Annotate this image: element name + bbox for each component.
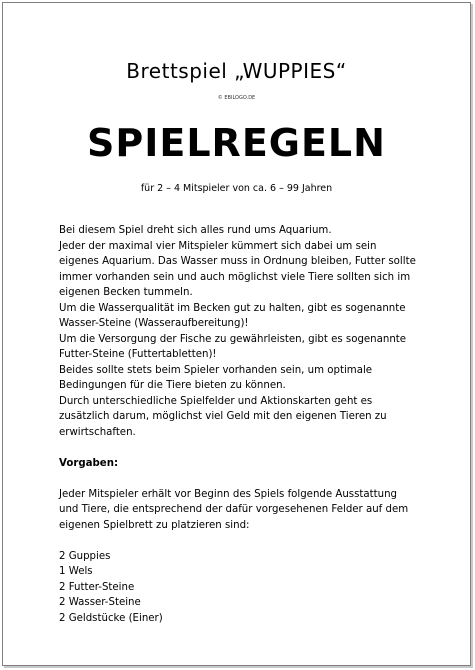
player-info: für 2 – 4 Mitspieler von ca. 6 – 99 Jahren xyxy=(140,183,333,194)
intro-line: Durch unterschiedliche Spielfelder und Aktionskarten geht es xyxy=(59,395,373,407)
spacer xyxy=(59,533,424,549)
intro-line: Um die Wasserqualität im Becken gut zu halten, gibt es sogenannte xyxy=(59,302,406,314)
intro-line: zusätzlich darum, möglichst viel Geld mit den eigenen Tieren zu xyxy=(59,411,387,422)
list-item: 2 Futter-Steine xyxy=(59,581,135,593)
list-item: 1 Wels xyxy=(59,566,93,577)
intro-line: Wasser-Steine (Wasseraufbereitung)! xyxy=(59,318,249,329)
intro-line: eigenes Aquarium. Das Wasser muss in Ordnung bleiben, Futter sollte xyxy=(59,256,416,267)
list-item: 2 Wasser-Steine xyxy=(59,597,141,608)
spacer xyxy=(59,440,424,456)
intro-line: Um die Versorgung der Fische zu gewährleisten, gibt es sogenannte xyxy=(59,333,407,345)
intro-line: Bedingungen für die Tiere bieten zu können. xyxy=(59,380,286,391)
page-title: SPIELREGELN xyxy=(87,121,386,165)
spacer xyxy=(59,471,424,487)
list-item: 2 Guppies xyxy=(59,550,111,562)
document-page xyxy=(2,2,471,666)
intro-line: immer vorhanden sein und auch möglichst viele Tiere sollten sich im xyxy=(59,271,411,283)
game-title: Brettspiel „WUPPIES“ xyxy=(126,59,347,83)
section-line: und Tiere, die entsprechend der dafür vorgesehenen Felder auf dem xyxy=(59,504,409,515)
intro-line: Beides sollte stets beim Spieler vorhanden sein, um optimale xyxy=(59,364,373,376)
intro-line: Futter-Steine (Futtertabletten)! xyxy=(59,349,217,360)
intro-line: Jeder der maximal vier Mitspieler kümmert sich dabei um sein xyxy=(59,240,377,252)
rules-body xyxy=(59,223,424,626)
section-heading: Vorgaben: xyxy=(59,457,119,469)
copyright-note: © EBILOGO.DE xyxy=(217,95,256,101)
list-item: 2 Geldstücke (Einer) xyxy=(59,612,163,624)
intro-line: Bei diesem Spiel dreht sich alles rund ums Aquarium. xyxy=(59,225,332,236)
intro-line: erwirtschaften. xyxy=(59,426,136,438)
intro-line: eigenen Becken tummeln. xyxy=(59,287,193,298)
section-line: Jeder Mitspieler erhält vor Beginn des Spiels folgende Ausstattung xyxy=(59,488,398,500)
section-line: eigenen Spielbrett zu platzieren sind: xyxy=(59,519,250,531)
